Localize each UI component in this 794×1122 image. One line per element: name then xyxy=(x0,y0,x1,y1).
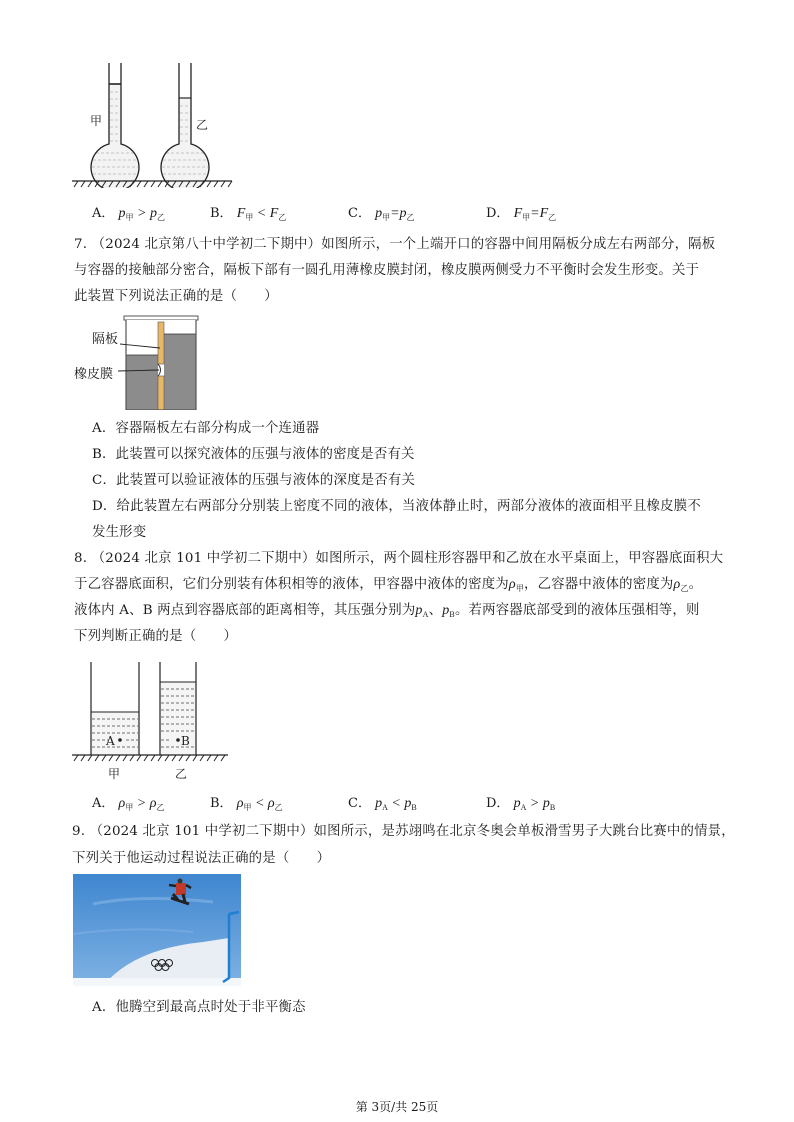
q6-option-d[interactable]: D． $F_甲=F_乙$ xyxy=(486,206,557,222)
page-number: 第 3页/共 25页 xyxy=(355,1100,439,1114)
label-yi-2: 乙 xyxy=(175,767,188,781)
q6-option-c[interactable]: C． $p_甲=p_乙$ xyxy=(348,206,415,222)
partition-lower xyxy=(158,376,164,410)
q8-containers-figure xyxy=(70,662,240,782)
container-yi xyxy=(160,662,196,755)
q7-option-a[interactable]: A．容器隔板左右部分构成一个连通器 xyxy=(92,421,320,436)
q6-flasks-figure xyxy=(68,58,238,188)
label-yi: 乙 xyxy=(196,118,209,132)
q8-option-d[interactable]: D． $p_A > p_B$ xyxy=(486,796,556,812)
container-jia xyxy=(91,662,139,755)
q7-stem-line-2: 与容器的接触部分密合，隔板下部有一圆孔用薄橡皮膜封闭，橡皮膜两侧受力不平衡时会发生形变。关于 xyxy=(74,263,700,278)
q9-stem-line-2: 下列关于他运动过程说法正确的是（ ） xyxy=(72,851,331,866)
label-jia: 甲 xyxy=(90,114,103,128)
q7-option-c[interactable]: C．此装置可以验证液体的压强与液体的深度是否有关 xyxy=(92,473,416,488)
q7-option-d-cont: 发生形变 xyxy=(92,525,147,540)
q9-stem-line-1: 9. （2024 北京 101 中学初二下期中）如图所示，是苏翊鸣在北京冬奥会单板滑雪男子大跳台比赛中的情景， xyxy=(72,824,735,839)
q8-option-a[interactable]: A． $\rho_甲 > \rho_乙$ xyxy=(92,796,165,812)
q7-stem-line-3: 此装置下列说法正确的是（ ） xyxy=(74,289,278,304)
q7-stem-line-1: 7. （2024 北京第八十中学初二下期中）如图所示，一个上端开口的容器中间用隔板分成左右两部分，隔板 xyxy=(74,237,716,252)
q7-option-d[interactable]: D．给此装置左右两部分分别装上密度不同的液体，当液体静止时，两部分液体的液面相平且橡皮膜不 xyxy=(92,499,701,514)
partition-upper xyxy=(158,322,164,364)
q9-snowboard-photo xyxy=(73,874,241,986)
q7-option-b[interactable]: B．此装置可以探究液体的压强与液体的密度是否有关 xyxy=(92,447,415,462)
left-liquid xyxy=(126,355,158,410)
q9-option-a[interactable]: A．他腾空到最高点时处于非平衡态 xyxy=(92,1000,306,1015)
q8-stem-line-1: 8. （2024 北京 101 中学初二下期中）如图所示，两个圆柱形容器甲和乙放在水平桌面上，甲容器底面积大 xyxy=(74,551,724,566)
q7-container-figure xyxy=(82,310,202,410)
point-a-label: A xyxy=(106,734,115,748)
q8-stem-line-2: 于乙容器底面积，它们分别装有体积相等的液体，甲容器中液体的密度为$\rho_甲$，乙容器中液体的密度为$\rho_乙$。 xyxy=(74,577,703,593)
label-jia-2: 甲 xyxy=(108,767,121,781)
q6-option-a[interactable]: A． $p_甲 > p_乙$ xyxy=(92,206,165,222)
ground-hatch-2 xyxy=(72,755,228,761)
q6-option-b[interactable]: B． $F_甲 < F_乙$ xyxy=(210,206,287,222)
q8-option-c[interactable]: C． $p_A < p_B$ xyxy=(348,796,417,812)
q8-stem-line-4: 下列判断正确的是（ ） xyxy=(74,629,238,644)
right-liquid xyxy=(164,334,196,410)
label-partition: 隔板 xyxy=(92,332,119,347)
label-membrane: 橡皮膜 xyxy=(74,367,114,382)
q8-option-b[interactable]: B． $\rho_甲 < \rho_乙$ xyxy=(210,796,283,812)
q8-stem-line-3: 液体内 A、B 两点到容器底部的距离相等，其压强分别为$p_A$、$p_B$。若两容器底部受到的液体压强相等，则 xyxy=(74,603,700,619)
point-b-label: B xyxy=(181,734,190,748)
